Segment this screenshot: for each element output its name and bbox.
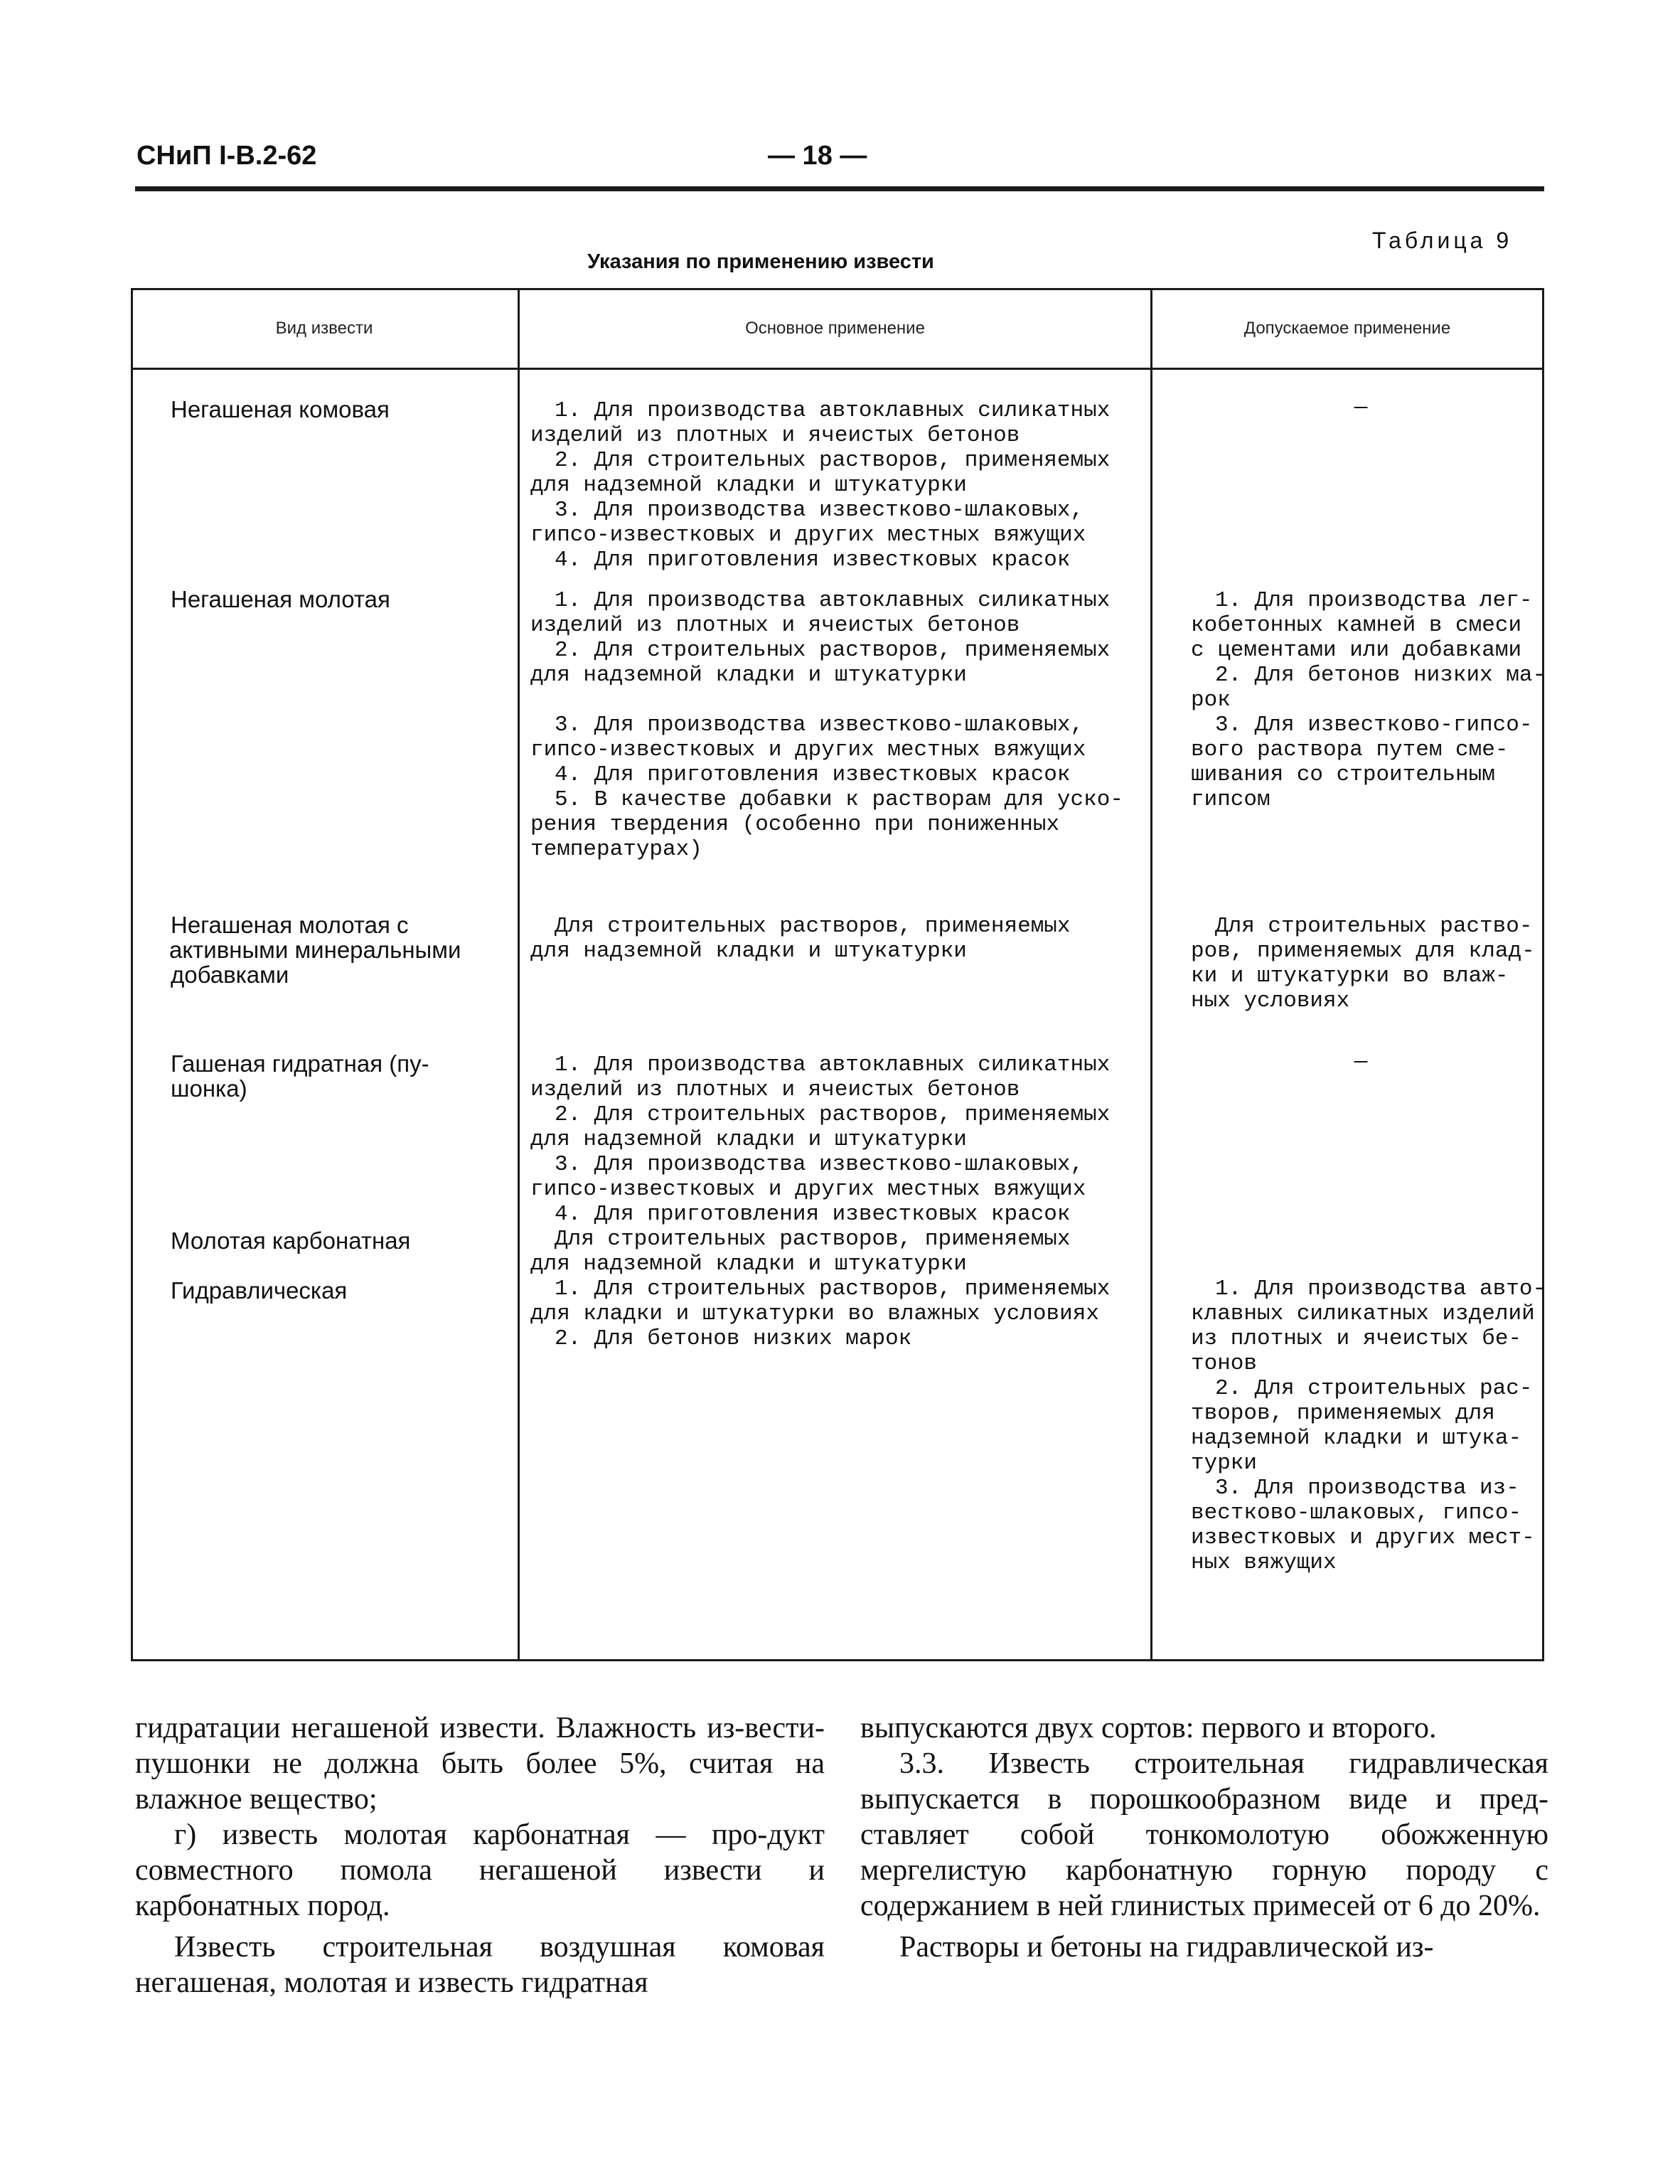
allowed-line: вестково-шлаковых, гипсо-: [1191, 1501, 1522, 1525]
table-header-divider: [131, 368, 1544, 370]
allowed-line: кобетонных камней в смеси: [1191, 613, 1522, 638]
table-row-6-kind: [171, 1278, 347, 1303]
body-column-right: [860, 1710, 1548, 1965]
table-col-divider-2: [1150, 288, 1152, 1661]
main-line: изделий из плотных и ячеистых бетонов: [530, 613, 1020, 638]
allowed-line: 1. Для производства лег-: [1215, 588, 1533, 613]
body-column-left: [135, 1710, 825, 2001]
allowed-line: с цементами или добавками: [1191, 638, 1522, 663]
column-header-kind: Вид извести: [275, 319, 373, 338]
kind-line: Негашеная комовая: [171, 396, 390, 422]
main-line: 1. Для производства автоклавных силикатных: [555, 398, 1111, 423]
kind-line: добавками: [171, 962, 289, 988]
table-title: Указания по применению извести: [587, 250, 934, 273]
allowed-line: 2. Для бетонов низких ма-: [1215, 663, 1546, 688]
allowed-line: рок: [1191, 688, 1231, 713]
body-paragraph: 3.3. Известь строительная гидравлическая выпускается в порошкообразном виде и пред-ставляет собой тонкомолотую обожженную мергелистую карбонатную горную породу с содержанием в ней глинистых примесей от 6 до 20%.: [860, 1747, 1548, 1922]
body-paragraph: гидратации негашеной извести. Влажность из-вести-пушонки не должна быть более 5%, считая на влажное вещество;: [135, 1712, 825, 1816]
table-row-2-kind: [171, 587, 390, 612]
main-line: 4. Для приготовления известковых красок: [555, 762, 1071, 787]
table-row-1-kind: [171, 397, 390, 422]
table-row-5-kind: [171, 1228, 410, 1253]
allowed-line: вого раствора путем сме-: [1191, 737, 1509, 762]
main-line: 5. В качестве добавки к растворам для уско-: [555, 787, 1123, 812]
allowed-line: ных условиях: [1191, 989, 1350, 1013]
main-line: 1. Для производства автоклавных силикатных: [555, 588, 1111, 613]
allowed-line: клавных силикатных изделий: [1191, 1301, 1535, 1326]
allowed-line: гипсом: [1191, 787, 1270, 812]
main-line: 3. Для производства известково-шлаковых,: [555, 1152, 1084, 1177]
allowed-line: 2. Для строительных рас-: [1215, 1376, 1533, 1401]
table-top-border: [131, 288, 1544, 290]
main-line: изделий из плотных и ячеистых бетонов: [530, 423, 1020, 448]
table-left-border: [131, 288, 133, 1661]
main-line: 2. Для строительных растворов, применяемых: [555, 638, 1111, 663]
main-line: для надземной кладки и штукатурки: [530, 473, 967, 498]
main-line: для кладки и штукатурки во влажных условиях: [530, 1301, 1099, 1326]
allowed-line: турки: [1191, 1451, 1258, 1476]
main-line: Для строительных растворов, применяемых: [555, 1227, 1071, 1252]
allowed-line: из плотных и ячеистых бе-: [1191, 1326, 1522, 1351]
allowed-line: известковых и других мест-: [1191, 1525, 1535, 1550]
column-header-allowed: Допускаемое применение: [1243, 319, 1451, 338]
table-row-6-main: [530, 1277, 1145, 1351]
table-right-border: [1542, 288, 1544, 1661]
body-paragraph: Известь строительная воздушная комовая негашеная, молотая и известь гидратная: [135, 1931, 825, 1999]
kind-line: активными минеральными: [169, 937, 461, 963]
column-header-main: Основное применение: [745, 319, 925, 338]
main-line: температурах): [530, 837, 702, 862]
body-paragraph: Растворы и бетоны на гидравлической из-: [899, 1931, 1434, 1964]
allowed-line: 3. Для известково-гипсо-: [1215, 713, 1533, 737]
allowed-line: шивания со строительным: [1191, 762, 1495, 787]
main-line: 2. Для бетонов низких марок: [555, 1326, 912, 1351]
allowed-dash: —: [1354, 395, 1368, 420]
table-row-5-main: [530, 1227, 1145, 1277]
main-line: гипсо-известковых и других местных вяжущих: [530, 523, 1086, 548]
allowed-line: ки и штукатурки во влаж-: [1191, 964, 1509, 989]
main-line: для надземной кладки и штукатурки: [530, 1127, 967, 1152]
main-line: изделий из плотных и ячеистых бетонов: [530, 1077, 1020, 1102]
allowed-line: творов, применяемых для: [1191, 1401, 1495, 1426]
table-row-1-main: [530, 398, 1145, 572]
table-row-3-allowed: [1191, 914, 1535, 1013]
kind-line: Гидравлическая: [171, 1277, 348, 1304]
main-line: 2. Для строительных растворов, применяемых: [555, 448, 1111, 473]
header-rule: [135, 186, 1544, 191]
main-line: рения твердения (особенно при пониженных: [530, 812, 1060, 837]
table-row-4-main: [530, 1053, 1145, 1227]
main-line: для надземной кладки и штукатурки: [530, 939, 967, 964]
allowed-line: тонов: [1191, 1351, 1258, 1376]
main-spacer: [530, 688, 1145, 713]
allowed-line: ров, применяемых для клад-: [1191, 939, 1535, 964]
allowed-line: 3. Для производства из-: [1215, 1476, 1519, 1501]
page-number: — 18 —: [768, 141, 867, 171]
table-row-4-kind: [171, 1051, 429, 1101]
main-line: для надземной кладки и штукатурки: [530, 1252, 967, 1277]
main-line: для надземной кладки и штукатурки: [530, 663, 967, 688]
main-line: гипсо-известковых и других местных вяжущих: [530, 737, 1086, 762]
main-line: 1. Для производства автоклавных силикатных: [555, 1053, 1111, 1077]
kind-line: Молотая карбонатная: [171, 1227, 411, 1254]
allowed-line: 1. Для производства авто-: [1215, 1277, 1546, 1301]
allowed-dash: —: [1354, 1050, 1368, 1075]
main-line: гипсо-известковых и других местных вяжущих: [530, 1177, 1086, 1202]
main-line: 3. Для производства известково-шлаковых,: [555, 713, 1084, 737]
kind-line: Негашеная молотая: [171, 586, 390, 612]
allowed-line: ных вяжущих: [1191, 1550, 1337, 1575]
body-paragraph: выпускаются двух сортов: первого и второго.: [860, 1712, 1437, 1744]
table-row-1-allowed: [1191, 395, 1531, 420]
table-bottom-border: [131, 1659, 1544, 1661]
main-line: 4. Для приготовления известковых красок: [555, 1202, 1071, 1227]
kind-line: шонка): [171, 1075, 247, 1102]
table-row-4-allowed: [1191, 1050, 1531, 1075]
kind-line: Гашеная гидратная (пу-: [171, 1050, 429, 1077]
body-paragraph: г) известь молотая карбонатная — про-дукт совместного помола негашеной извести и карбонатных пород.: [135, 1818, 825, 1922]
table-row-3-kind: [171, 912, 461, 987]
table-row-2-allowed: [1191, 588, 1546, 812]
allowed-line: Для строительных раство-: [1215, 914, 1533, 939]
document-code: СНиП I-В.2-62: [137, 141, 317, 171]
table-row-3-main: [530, 914, 1145, 964]
main-line: Для строительных растворов, применяемых: [555, 914, 1071, 939]
table-row-6-allowed: [1191, 1277, 1546, 1575]
main-line: 4. Для приготовления известковых красок: [555, 548, 1071, 572]
kind-line: Негашеная молотая с: [171, 912, 409, 938]
table-label: Таблица 9: [1372, 228, 1513, 253]
table-row-2-main: [530, 588, 1145, 862]
main-line: 1. Для строительных растворов, применяемых: [555, 1277, 1111, 1301]
allowed-line: надземной кладки и штука-: [1191, 1426, 1522, 1451]
main-line: 3. Для производства известково-шлаковых,: [555, 498, 1084, 523]
main-line: 2. Для строительных растворов, применяемых: [555, 1102, 1111, 1127]
table-col-divider-1: [518, 288, 520, 1661]
